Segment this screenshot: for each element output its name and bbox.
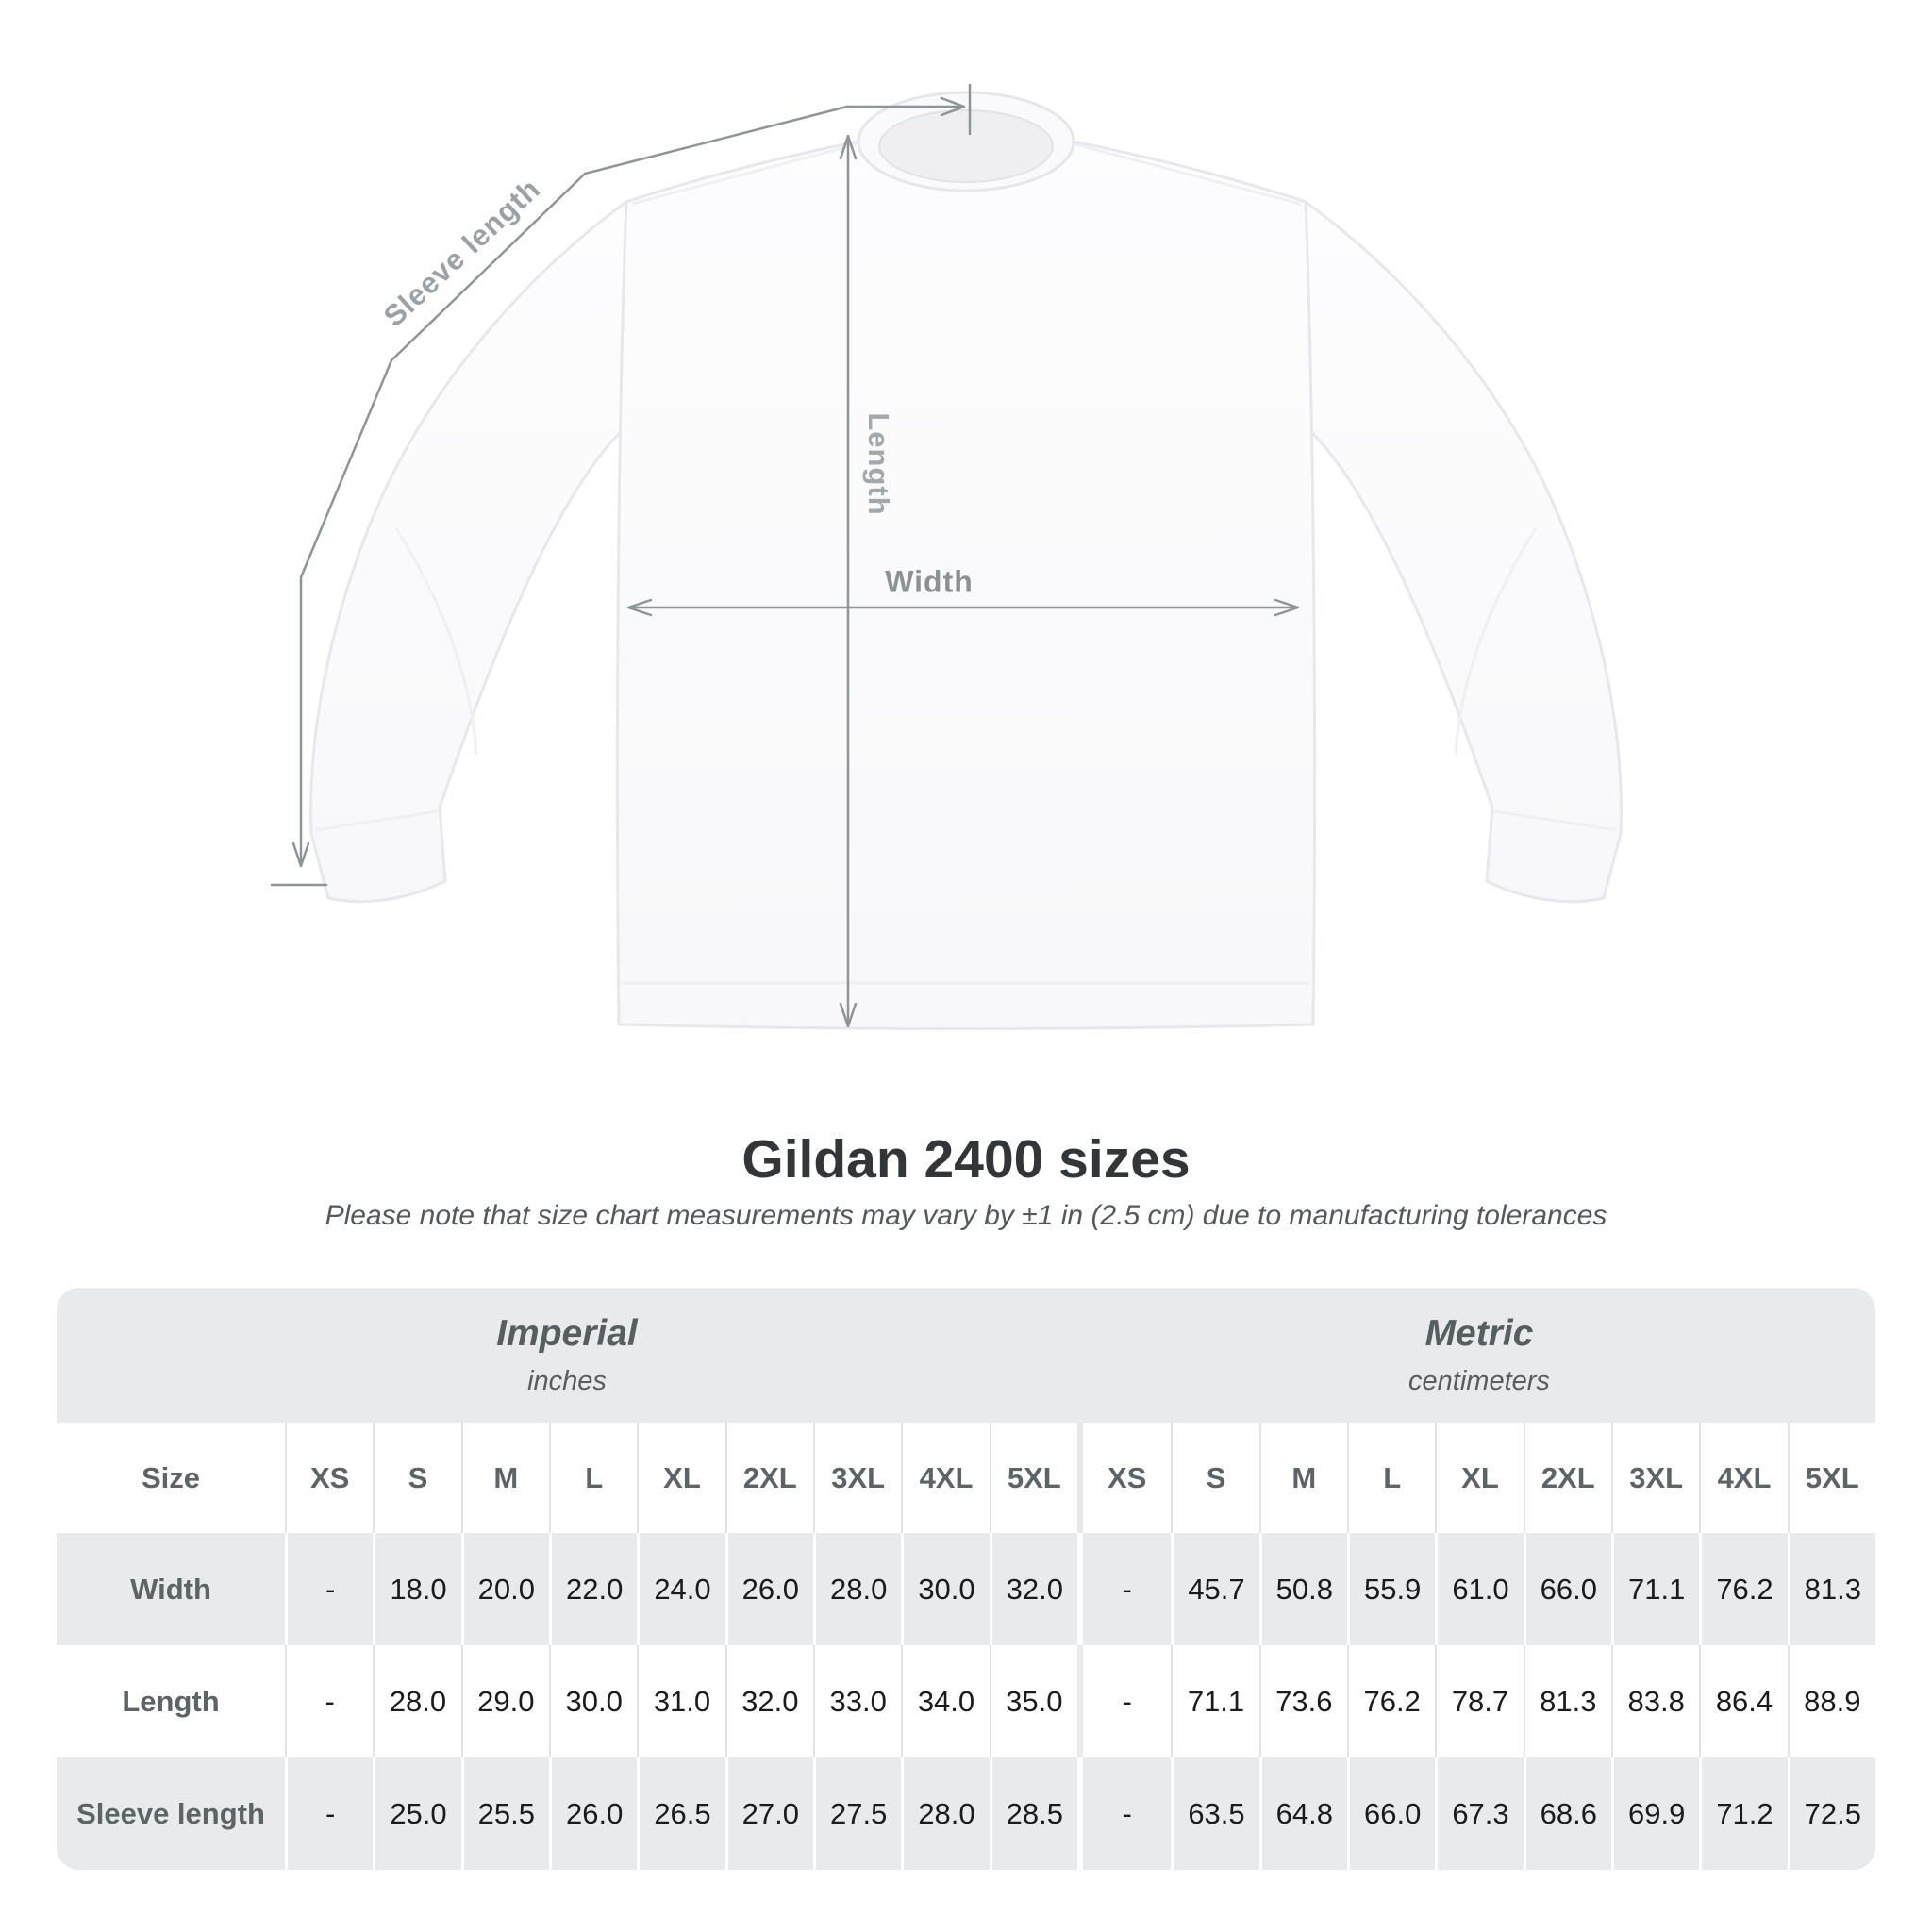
size-cell: 76.2 <box>1699 1533 1787 1645</box>
size-corner-header: Size <box>57 1423 285 1533</box>
size-cell: 71.1 <box>1611 1533 1699 1645</box>
size-cell: 71.2 <box>1699 1757 1787 1870</box>
size-cell: 22.0 <box>549 1533 637 1645</box>
row-label-length: Length <box>57 1645 285 1757</box>
size-cell: 25.5 <box>461 1757 549 1870</box>
size-cell: 20.0 <box>461 1533 549 1645</box>
size-cell: - <box>1083 1533 1171 1645</box>
tolerance-note: Please note that size chart measurements may vary by ±1 in (2.5 cm) due to manufacturing tolerances <box>325 1200 1607 1231</box>
col-header-s-imperial: S <box>373 1423 460 1533</box>
col-header-m-metric: M <box>1259 1423 1347 1533</box>
size-cell: 67.3 <box>1435 1757 1523 1870</box>
col-header-2xl-metric: 2XL <box>1524 1423 1611 1533</box>
size-table <box>57 1288 1875 1870</box>
col-header-xs-metric: XS <box>1083 1423 1171 1533</box>
size-cell: 27.5 <box>813 1757 901 1870</box>
size-cell: 35.0 <box>990 1645 1077 1757</box>
size-cell: 86.4 <box>1699 1645 1787 1757</box>
size-cell: 78.7 <box>1435 1645 1523 1757</box>
size-cell: 71.1 <box>1171 1645 1258 1757</box>
size-cell: - <box>285 1757 373 1870</box>
size-cell: 69.9 <box>1611 1757 1699 1870</box>
size-cell: 55.9 <box>1347 1533 1435 1645</box>
size-cell: 30.0 <box>901 1533 989 1645</box>
imperial-group-label: Imperial <box>496 1313 638 1354</box>
col-header-4xl-metric: 4XL <box>1699 1423 1787 1533</box>
col-header-xl-metric: XL <box>1435 1423 1523 1533</box>
size-cell: 30.0 <box>549 1645 637 1757</box>
col-header-m-imperial: M <box>461 1423 549 1533</box>
size-cell: 50.8 <box>1259 1533 1347 1645</box>
col-header-2xl-imperial: 2XL <box>725 1423 813 1533</box>
size-cell: 33.0 <box>813 1645 901 1757</box>
size-cell: - <box>285 1645 373 1757</box>
col-header-3xl-imperial: 3XL <box>813 1423 901 1533</box>
size-cell: 24.0 <box>637 1533 724 1645</box>
size-cell: 68.6 <box>1524 1757 1611 1870</box>
size-cell: 26.0 <box>725 1533 813 1645</box>
metric-group-unit: centimeters <box>1408 1366 1550 1396</box>
size-cell: 88.9 <box>1788 1645 1875 1757</box>
size-cell: 28.0 <box>901 1757 989 1870</box>
size-cell: 72.5 <box>1788 1757 1875 1870</box>
size-cell: 61.0 <box>1435 1533 1523 1645</box>
size-cell: 63.5 <box>1171 1757 1258 1870</box>
col-header-xs-imperial: XS <box>285 1423 373 1533</box>
size-cell: 26.5 <box>637 1757 724 1870</box>
size-cell: 66.0 <box>1524 1533 1611 1645</box>
size-cell: 73.6 <box>1259 1645 1347 1757</box>
size-cell: 81.3 <box>1524 1645 1611 1757</box>
size-cell: 28.0 <box>813 1533 901 1645</box>
size-cell: 29.0 <box>461 1645 549 1757</box>
size-cell: 27.0 <box>725 1757 813 1870</box>
sleeve-length-label: Sleeve length <box>376 172 547 334</box>
size-cell: 28.0 <box>373 1645 460 1757</box>
metric-group-header <box>1083 1288 1875 1423</box>
size-cell: 25.0 <box>373 1757 460 1870</box>
size-cell: 66.0 <box>1347 1757 1435 1870</box>
row-label-width: Width <box>57 1533 285 1645</box>
row-label-sleeve-length: Sleeve length <box>57 1757 285 1870</box>
col-header-s-metric: S <box>1171 1423 1258 1533</box>
col-header-xl-imperial: XL <box>637 1423 724 1533</box>
metric-group-label: Metric <box>1424 1313 1534 1354</box>
col-header-4xl-imperial: 4XL <box>901 1423 989 1533</box>
length-label: Length <box>862 412 895 516</box>
size-cell: 26.0 <box>549 1757 637 1870</box>
page-title: Gildan 2400 sizes <box>741 1129 1191 1190</box>
size-cell: 81.3 <box>1788 1533 1875 1645</box>
size-cell: - <box>1083 1757 1171 1870</box>
size-cell: 28.5 <box>990 1757 1077 1870</box>
col-header-3xl-metric: 3XL <box>1611 1423 1699 1533</box>
size-cell: 32.0 <box>725 1645 813 1757</box>
imperial-group-unit: inches <box>527 1366 607 1396</box>
size-cell: 64.8 <box>1259 1757 1347 1870</box>
size-cell: 18.0 <box>373 1533 460 1645</box>
size-cell: 83.8 <box>1611 1645 1699 1757</box>
width-label: Width <box>885 564 974 599</box>
col-header-l-imperial: L <box>549 1423 637 1533</box>
size-cell: 45.7 <box>1171 1533 1258 1645</box>
size-cell: 32.0 <box>990 1533 1077 1645</box>
size-cell: - <box>1083 1645 1171 1757</box>
size-cell: 34.0 <box>901 1645 989 1757</box>
size-cell: 31.0 <box>637 1645 724 1757</box>
col-header-5xl-imperial: 5XL <box>990 1423 1077 1533</box>
col-header-l-metric: L <box>1347 1423 1435 1533</box>
imperial-group-header <box>57 1288 1077 1423</box>
col-header-5xl-metric: 5XL <box>1788 1423 1875 1533</box>
size-cell: - <box>285 1533 373 1645</box>
size-cell: 76.2 <box>1347 1645 1435 1757</box>
